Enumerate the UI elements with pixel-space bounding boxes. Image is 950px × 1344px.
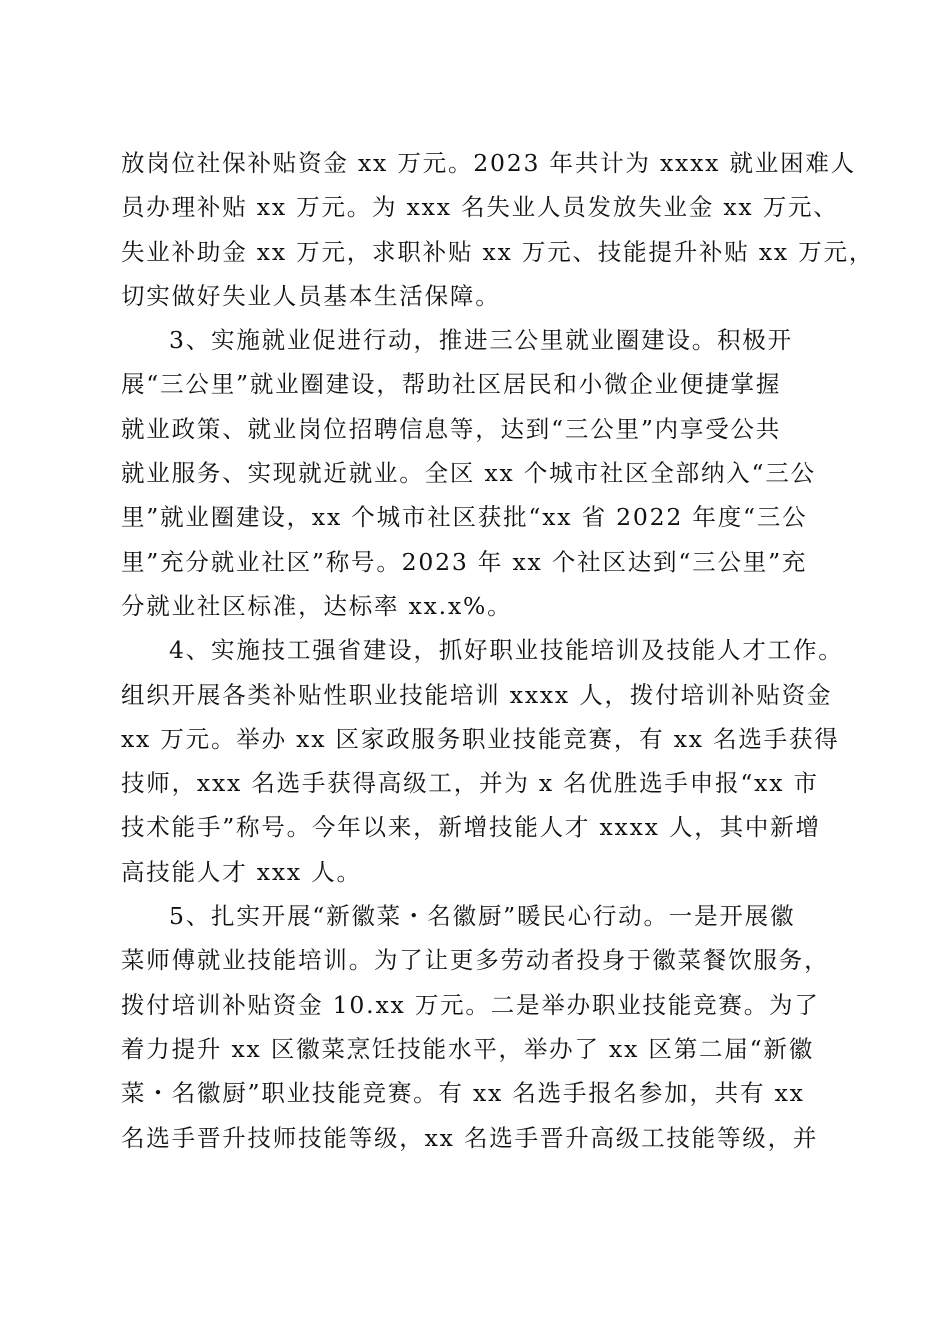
text-line: 分就业社区标准，达标率 xx.x%。 (121, 591, 513, 620)
text-line: 组织开展各类补贴性职业技能培训 xxxx 人，拨付培训补贴资金 (121, 680, 833, 709)
text-line: 拨付培训补贴资金 10.xx 万元。二是举办职业技能竞赛。为了 (121, 990, 820, 1019)
text-line: 菜师傅就业技能培训。为了让更多劳动者投身于徽菜餐饮服务， (121, 946, 830, 975)
body-text (121, 141, 875, 1160)
text-line: 员办理补贴 xx 万元。为 xxx 名失业人员发放失业金 xx 万元、 (121, 193, 839, 222)
text-line: 名选手晋升技师技能等级，xx 名选手晋升高级工技能等级，并 (121, 1123, 819, 1152)
text-line: 展“三公里”就业圈建设，帮助社区居民和小微企业便捷掌握 (121, 370, 782, 399)
text-line: 里”就业圈建设，xx 个城市社区获批“xx 省 2022 年度“三公 (121, 503, 808, 532)
paragraph-3-heading-line: 3、实施就业促进行动，推进三公里就业圈建设。积极开 (169, 326, 793, 355)
text-line: 就业服务、实现就近就业。全区 xx 个城市社区全部纳入“三公 (121, 459, 816, 488)
paragraph-5-heading-line: 5、扎实开展“新徽菜・名徽厨”暖民心行动。一是开展徽 (169, 902, 796, 931)
text-line: 技术能手”称号。今年以来，新增技能人才 xxxx 人，其中新增 (121, 813, 821, 842)
text-line: 技师，xxx 名选手获得高级工，并为 x 名优胜选手申报“xx 市 (121, 769, 819, 798)
text-line: 失业补助金 xx 万元，求职补贴 xx 万元、技能提升补贴 xx 万元， (121, 237, 875, 266)
text-line: 放岗位社保补贴资金 xx 万元。2023 年共计为 xxxx 就业困难人 (121, 149, 856, 177)
paragraph-4-heading-line: 4、实施技工强省建设，抓好职业技能培训及技能人才工作。 (169, 636, 844, 665)
text-line: 就业政策、就业岗位招聘信息等，达到“三公里”内享受公共 (121, 414, 782, 443)
text-line: 里”充分就业社区”称号。2023 年 xx 个社区达到“三公里”充 (121, 547, 808, 576)
text-line: 菜・名徽厨”职业技能竞赛。有 xx 名选手报名参加，共有 xx (121, 1079, 805, 1108)
text-line: 高技能人才 xxx 人。 (121, 857, 362, 886)
text-line: 着力提升 xx 区徽菜烹饪技能水平，举办了 xx 区第二届“新徽 (121, 1034, 815, 1063)
text-line: xx 万元。举办 xx 区家政服务职业技能竞赛，有 xx 名选手获得 (121, 724, 840, 753)
text-line: 切实做好失业人员基本生活保障。 (121, 281, 501, 310)
